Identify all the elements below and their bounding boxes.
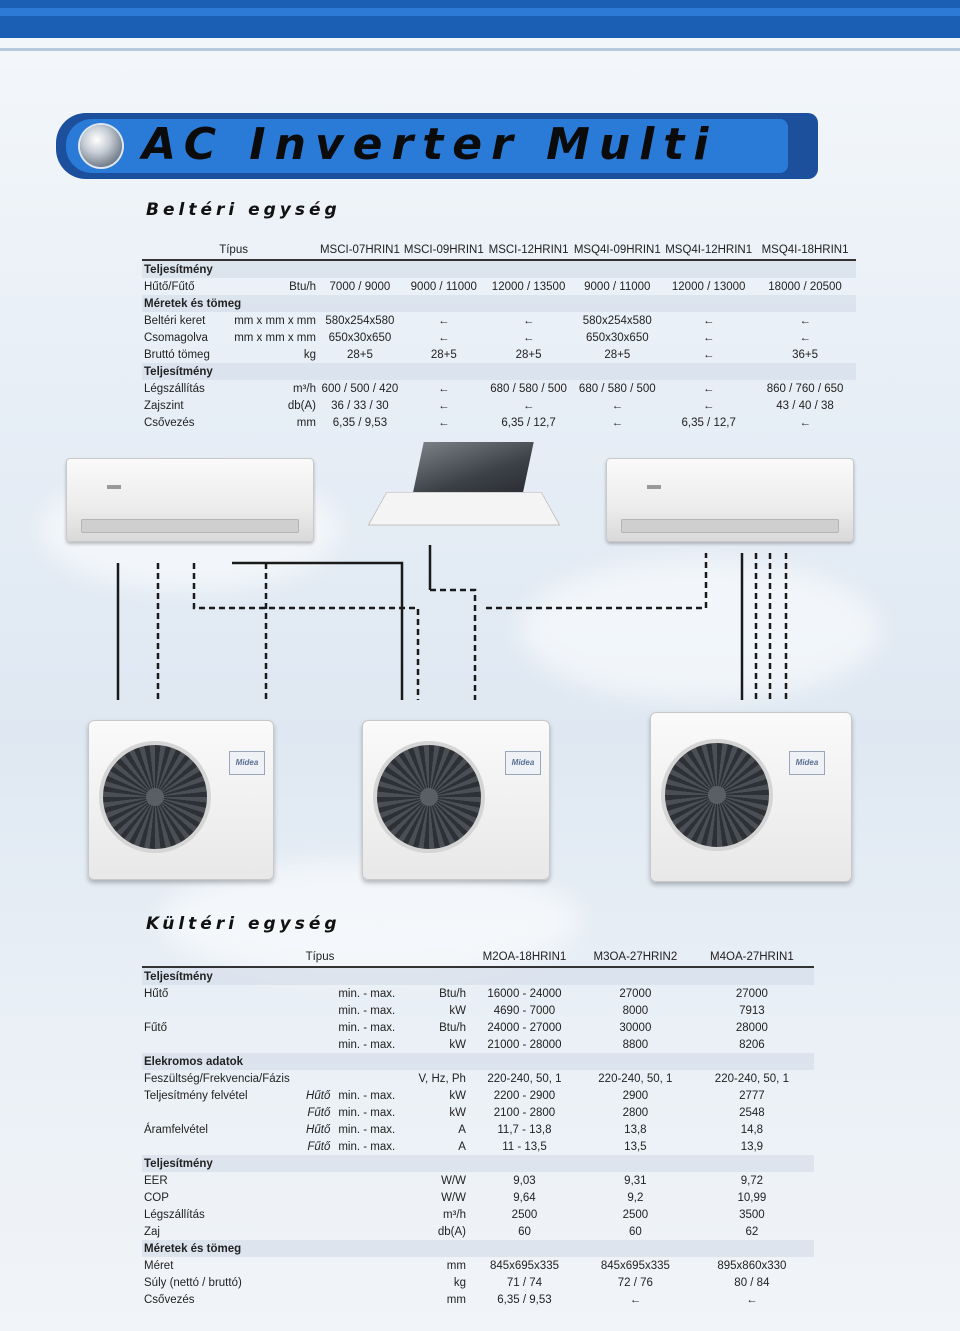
indoor-cell: 28+5 (515, 348, 542, 361)
outdoor-cell: 71 / 74 (506, 1276, 543, 1289)
indoor-cell: 28+5 (604, 348, 631, 361)
outdoor-row-range: min. - max. (338, 1089, 396, 1102)
indoor-cell: ← (522, 314, 535, 327)
outdoor-row-sublabel (292, 1189, 337, 1206)
outdoor-row-sublabel (292, 1019, 337, 1036)
indoor-cell: 580x254x580 (325, 314, 395, 327)
indoor-cell: 43 / 40 / 38 (776, 399, 834, 412)
outdoor-cell: 220-240, 50, 1 (598, 1072, 673, 1085)
outdoor-table-row (142, 1087, 814, 1104)
outdoor-table-row (142, 1291, 814, 1308)
outdoor-cell: 16000 - 24000 (487, 987, 562, 1000)
outdoor-unit-3 (650, 712, 852, 882)
outdoor-cell: 2777 (739, 1089, 765, 1102)
outdoor-section-title: Kültéri egység (146, 914, 341, 934)
outdoor-row-sublabel: Fűtő (307, 1106, 331, 1119)
outdoor-cell: 2500 (511, 1208, 538, 1221)
outdoor-row-unit: db(A) (437, 1225, 466, 1238)
outdoor-cell: 8206 (739, 1038, 765, 1051)
outdoor-row-label: Áramfelvétel (144, 1123, 208, 1136)
outdoor-row-range: min. - max. (338, 1038, 396, 1051)
outdoor-row-range (336, 1070, 410, 1087)
outdoor-spec-table (142, 948, 814, 1308)
outdoor-group-row (142, 1240, 814, 1257)
indoor-cell: 36+5 (792, 348, 819, 361)
outdoor-cell: 845x695x335 (489, 1259, 559, 1272)
outdoor-cell: 4690 - 7000 (493, 1004, 556, 1017)
outdoor-row-range: min. - max. (338, 1140, 396, 1153)
indoor-cell: ← (522, 399, 535, 412)
outdoor-cell: 21000 - 28000 (487, 1038, 562, 1051)
outdoor-group-label: Méretek és tömeg (142, 1240, 814, 1257)
indoor-cell: ← (702, 331, 715, 344)
outdoor-table-row (142, 1223, 814, 1240)
indoor-row-unit: kg (303, 348, 316, 361)
outdoor-row-range (336, 1291, 410, 1308)
indoor-row-unit: db(A) (287, 399, 316, 412)
outdoor-row-label (142, 1036, 292, 1053)
brand-badge: Midea (505, 751, 541, 775)
outdoor-table-row (142, 1274, 814, 1291)
outdoor-row-range (336, 1274, 410, 1291)
outdoor-cell: 2100 - 2800 (493, 1106, 556, 1119)
outdoor-row-sublabel (292, 1172, 337, 1189)
indoor-col-model: MSQ4I-09HRIN1 (571, 241, 663, 260)
indoor-cell: 7000 / 9000 (329, 280, 391, 293)
outdoor-table-row (142, 1138, 814, 1155)
outdoor-table-row (142, 1206, 814, 1223)
outdoor-row-sublabel: Fűtő (307, 1140, 331, 1153)
outdoor-cell: 62 (745, 1225, 759, 1238)
page-title: AC Inverter Multi (142, 119, 718, 170)
indoor-cell: 600 / 500 / 420 (321, 382, 399, 395)
outdoor-row-range (336, 1223, 410, 1240)
outdoor-cell: 895x860x330 (717, 1259, 787, 1272)
outdoor-table-row (142, 1257, 814, 1274)
indoor-row-unit: Btu/h (289, 280, 316, 293)
brand-badge: Midea (789, 751, 825, 775)
outdoor-row-range (336, 1257, 410, 1274)
indoor-cell: 650x30x650 (328, 331, 392, 344)
outdoor-row-sublabel (292, 1036, 337, 1053)
fan-hub (708, 786, 726, 804)
outdoor-row-sublabel (292, 1223, 337, 1240)
indoor-section-title: Beltéri egység (146, 200, 341, 220)
outdoor-row-label: Légszállítás (144, 1208, 205, 1221)
outdoor-cell: 8800 (622, 1038, 649, 1051)
outdoor-header-row (142, 948, 814, 967)
indoor-row-label: Csővezés (144, 416, 195, 429)
outdoor-row-unit: A (458, 1140, 466, 1153)
outdoor-cell: 10,99 (737, 1191, 767, 1204)
outdoor-row-range (336, 1172, 410, 1189)
outdoor-row-sublabel (292, 1070, 337, 1087)
outdoor-cell: 24000 - 27000 (487, 1021, 562, 1034)
outdoor-row-unit: m³/h (442, 1208, 466, 1221)
outdoor-row-range: min. - max. (338, 1106, 396, 1119)
outdoor-cell: 8000 (622, 1004, 649, 1017)
outdoor-table-row (142, 1070, 814, 1087)
outdoor-row-range: min. - max. (338, 1021, 396, 1034)
outdoor-row-label (142, 1104, 292, 1121)
fan-hub (420, 788, 438, 806)
outdoor-row-unit: V, Hz, Ph (418, 1072, 466, 1085)
indoor-row-label: Csomagolva (144, 331, 208, 344)
outdoor-cell: 28000 (735, 1021, 768, 1034)
indoor-cell: 9000 / 11000 (410, 280, 477, 293)
indoor-row-label: Bruttó tömeg (144, 348, 210, 361)
outdoor-row-unit: kW (449, 1004, 466, 1017)
outdoor-table-row (142, 985, 814, 1002)
outdoor-row-sublabel (292, 1291, 337, 1308)
outdoor-cell: ← (746, 1293, 758, 1306)
outdoor-cell: 2548 (739, 1106, 765, 1119)
outdoor-unit-2 (362, 720, 550, 880)
indoor-col-model: MSQ4I-18HRIN1 (754, 241, 856, 260)
pipe-dashed (194, 563, 418, 700)
outdoor-cell: 2900 (622, 1089, 649, 1102)
outdoor-cell: 30000 (619, 1021, 652, 1034)
outdoor-row-label: Fűtő (144, 1021, 168, 1034)
outdoor-row-sublabel: Hűtő (306, 1123, 331, 1136)
outdoor-group-row (142, 967, 814, 985)
outdoor-table-row (142, 1036, 814, 1053)
outdoor-row-range: min. - max. (338, 987, 396, 1000)
outdoor-table-body (142, 967, 814, 1308)
outdoor-group-row (142, 1053, 814, 1070)
indoor-cell: ← (799, 416, 811, 429)
outdoor-row-label: Feszültség/Frekvencia/Fázis (144, 1072, 290, 1085)
outdoor-row-sublabel (292, 1257, 337, 1274)
indoor-cell: 12000 / 13500 (491, 280, 566, 293)
pipe-solid (232, 563, 402, 700)
indoor-cell: ← (438, 416, 450, 429)
outdoor-row-sublabel (292, 1002, 337, 1019)
outdoor-cell: 13,8 (624, 1123, 647, 1136)
outdoor-cell: 2200 - 2900 (493, 1089, 556, 1102)
outdoor-row-label (142, 1138, 292, 1155)
indoor-group-label: Méretek és tömeg (142, 295, 856, 312)
outdoor-row-sublabel (292, 1274, 337, 1291)
indoor-col-model: MSCI-12HRIN1 (486, 241, 572, 260)
indoor-cell: 12000 / 13000 (671, 280, 746, 293)
indoor-col-model: MSCI-07HRIN1 (318, 241, 402, 260)
outdoor-cell: 2800 (622, 1106, 649, 1119)
outdoor-col-type: Típus (142, 948, 336, 967)
outdoor-cell: 13,5 (624, 1140, 647, 1153)
outdoor-row-unit: kg (453, 1276, 466, 1289)
fan-grille (661, 739, 773, 851)
outdoor-row-label: COP (144, 1191, 169, 1204)
indoor-cell: 650x30x650 (585, 331, 649, 344)
indoor-cell: 36 / 33 / 30 (331, 399, 389, 412)
outdoor-row-label: Csővezés (144, 1293, 195, 1306)
indoor-cell: 9000 / 11000 (584, 280, 651, 293)
indoor-cell: 6,35 / 9,53 (332, 416, 388, 429)
outdoor-row-range (336, 1189, 410, 1206)
indoor-cell: ← (438, 399, 450, 412)
indoor-cell: ← (522, 331, 535, 344)
outdoor-group-row (142, 1155, 814, 1172)
outdoor-cell: 72 / 76 (617, 1276, 653, 1289)
outdoor-cell: 9,03 (513, 1174, 536, 1187)
outdoor-row-unit: kW (449, 1038, 466, 1051)
outdoor-cell: 6,35 / 9,53 (497, 1293, 552, 1306)
outdoor-col-model: M4OA-27HRIN1 (690, 948, 814, 967)
outdoor-row-label: EER (144, 1174, 168, 1187)
indoor-cell: ← (611, 416, 624, 429)
outdoor-row-unit: kW (449, 1106, 466, 1119)
fan-grille (373, 741, 485, 853)
indoor-row-unit: mm (296, 416, 316, 429)
outdoor-unit-1 (88, 720, 274, 880)
outdoor-row-label (142, 1002, 292, 1019)
indoor-row-label: Légszállítás (144, 382, 205, 395)
outdoor-group-label: Elekromos adatok (142, 1053, 814, 1070)
indoor-row-label: Zajszint (144, 399, 184, 412)
indoor-cell: 6,35 / 12,7 (501, 416, 556, 429)
outdoor-table-row (142, 1104, 814, 1121)
outdoor-row-unit: mm (446, 1293, 466, 1306)
outdoor-cell: 845x695x335 (600, 1259, 670, 1272)
indoor-cell: 680 / 580 / 500 (578, 382, 656, 395)
outdoor-row-sublabel: Hűtő (306, 1089, 331, 1102)
outdoor-cell: 60 (518, 1225, 531, 1238)
outdoor-row-label: Teljesítmény felvétel (144, 1089, 248, 1102)
outdoor-cell: ← (629, 1293, 642, 1306)
outdoor-row-label: Hűtő (144, 987, 169, 1000)
outdoor-cell: 9,72 (740, 1174, 764, 1187)
indoor-cell: ← (611, 399, 624, 412)
fan-grille (99, 741, 211, 853)
outdoor-row-unit: Btu/h (439, 1021, 466, 1034)
outdoor-table-row (142, 1172, 814, 1189)
brand-badge: Midea (229, 751, 265, 775)
outdoor-row-range (336, 1206, 410, 1223)
outdoor-row-label: Súly (nettó / bruttó) (144, 1276, 242, 1289)
indoor-col-model: MSCI-09HRIN1 (402, 241, 486, 260)
outdoor-cell: 60 (628, 1225, 642, 1238)
pipe-dashed (486, 553, 706, 608)
indoor-cell: 28+5 (430, 348, 457, 361)
indoor-cell: ← (702, 314, 715, 327)
outdoor-group-label: Teljesítmény (142, 1155, 814, 1172)
outdoor-col-model: M3OA-27HRIN2 (581, 948, 690, 967)
indoor-cell: ← (799, 331, 811, 344)
outdoor-cell: 220-240, 50, 1 (714, 1072, 789, 1085)
outdoor-table-row (142, 1189, 814, 1206)
indoor-col-model: MSQ4I-12HRIN1 (663, 241, 754, 260)
outdoor-cell: 9,2 (627, 1191, 644, 1204)
outdoor-row-unit: mm (446, 1259, 466, 1272)
indoor-row-unit: mm x mm x mm (234, 314, 316, 327)
indoor-cell: 680 / 580 / 500 (490, 382, 567, 395)
outdoor-row-unit: A (458, 1123, 466, 1136)
indoor-cell: ← (702, 399, 715, 412)
outdoor-cell: 27000 (735, 987, 768, 1000)
outdoor-row-label: Zaj (144, 1225, 160, 1238)
indoor-cell: ← (799, 314, 811, 327)
indoor-group-label: Teljesítmény (142, 363, 856, 380)
indoor-col-type: Típus (142, 241, 318, 260)
outdoor-cell: 7913 (739, 1004, 765, 1017)
outdoor-table-row (142, 1019, 814, 1036)
indoor-cell: ← (438, 382, 450, 395)
fan-hub (146, 788, 164, 806)
outdoor-cell: 27000 (619, 987, 652, 1000)
outdoor-cell: 2500 (622, 1208, 649, 1221)
indoor-cell: 860 / 760 / 650 (766, 382, 844, 395)
indoor-cell: 28+5 (346, 348, 373, 361)
outdoor-row-range: min. - max. (338, 1123, 396, 1136)
outdoor-row-label: Méret (144, 1259, 174, 1272)
indoor-cell: ← (438, 314, 450, 327)
outdoor-row-unit: kW (449, 1089, 466, 1102)
outdoor-row-unit: W/W (441, 1191, 466, 1204)
outdoor-cell: 13,9 (740, 1140, 764, 1153)
indoor-cell: 6,35 / 12,7 (681, 416, 736, 429)
outdoor-col-model: M2OA-18HRIN1 (468, 948, 581, 967)
outdoor-cell: 14,8 (740, 1123, 764, 1136)
outdoor-table-row (142, 1002, 814, 1019)
indoor-row-unit: mm x mm x mm (234, 331, 316, 344)
indoor-row-unit: m³/h (292, 382, 316, 395)
outdoor-cell: 9,31 (624, 1174, 647, 1187)
outdoor-cell: 9,64 (513, 1191, 536, 1204)
outdoor-row-sublabel (292, 985, 337, 1002)
indoor-cell: 580x254x580 (582, 314, 652, 327)
outdoor-cell: 80 / 84 (734, 1276, 770, 1289)
outdoor-cell: 3500 (739, 1208, 765, 1221)
outdoor-cell: 11,7 - 13,8 (497, 1123, 552, 1136)
indoor-row-label: Hűtő/Fűtő (144, 280, 195, 293)
outdoor-group-label: Teljesítmény (142, 967, 814, 985)
indoor-row-label: Beltéri keret (144, 314, 206, 327)
outdoor-cell: 220-240, 50, 1 (487, 1072, 562, 1085)
outdoor-row-sublabel (292, 1206, 337, 1223)
outdoor-row-unit: Btu/h (439, 987, 466, 1000)
outdoor-cell: 11 - 13,5 (502, 1140, 547, 1153)
indoor-cell: ← (702, 382, 715, 395)
outdoor-row-range: min. - max. (338, 1004, 396, 1017)
pipe-dashed (430, 590, 475, 700)
outdoor-row-unit: W/W (441, 1174, 466, 1187)
indoor-group-label: Teljesítmény (142, 260, 856, 278)
outdoor-table-row (142, 1121, 814, 1138)
indoor-cell: 18000 / 20500 (768, 280, 842, 293)
indoor-cell: ← (438, 331, 450, 344)
indoor-cell: ← (702, 348, 715, 361)
